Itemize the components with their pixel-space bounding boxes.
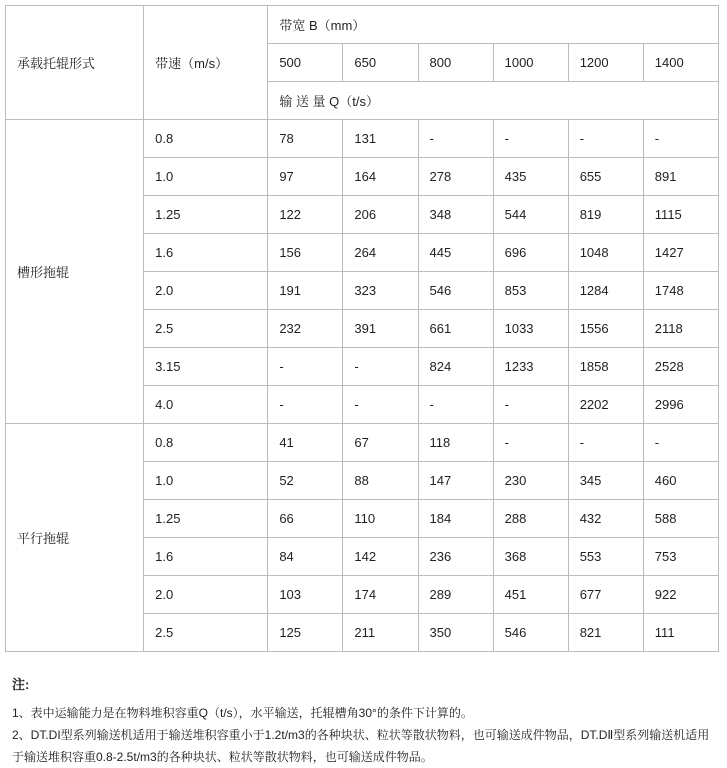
- header-width-800: 800: [418, 44, 493, 82]
- cell-capacity: 819: [568, 196, 643, 234]
- cell-capacity: 451: [493, 576, 568, 614]
- cell-capacity: 2528: [643, 348, 718, 386]
- notes-section: [12, 674, 712, 768]
- note-item-2: 2、DT.DI型系列输送机适用于输送堆积容重小于1.2t/m3的各种块状、粒状等散状物料，也可输送成件物品，DT.DⅡ型系列输送机适用于输送堆积容重0.8-2.5t/m3的各种块状、粒状等散状物料，也可输送成件物品。: [12, 728, 710, 764]
- cell-capacity: 821: [568, 614, 643, 652]
- cell-capacity: 323: [343, 272, 418, 310]
- cell-capacity: 211: [343, 614, 418, 652]
- cell-capacity: 289: [418, 576, 493, 614]
- cell-capacity: 88: [343, 462, 418, 500]
- cell-capacity: 1233: [493, 348, 568, 386]
- cell-capacity: 696: [493, 234, 568, 272]
- cell-capacity: 891: [643, 158, 718, 196]
- cell-capacity: 922: [643, 576, 718, 614]
- header-width-1200: 1200: [568, 44, 643, 82]
- cell-capacity: 67: [343, 424, 418, 462]
- cell-capacity: 345: [568, 462, 643, 500]
- cell-capacity: 110: [343, 500, 418, 538]
- cell-capacity: 546: [418, 272, 493, 310]
- cell-capacity: 147: [418, 462, 493, 500]
- cell-capacity: 348: [418, 196, 493, 234]
- cell-capacity: -: [643, 424, 718, 462]
- header-belt-width: 带宽 B（mm）: [268, 6, 719, 44]
- header-width-500: 500: [268, 44, 343, 82]
- cell-capacity: 753: [643, 538, 718, 576]
- cell-belt-speed: 1.0: [144, 158, 268, 196]
- cell-capacity: 232: [268, 310, 343, 348]
- cell-capacity: 156: [268, 234, 343, 272]
- document-page: [0, 5, 727, 764]
- cell-capacity: 432: [568, 500, 643, 538]
- cell-capacity: 2118: [643, 310, 718, 348]
- cell-capacity: 288: [493, 500, 568, 538]
- cell-capacity: 230: [493, 462, 568, 500]
- notes-title: 注:: [12, 677, 30, 692]
- cell-belt-speed: 0.8: [144, 424, 268, 462]
- cell-capacity: 553: [568, 538, 643, 576]
- cell-belt-speed: 1.6: [144, 234, 268, 272]
- cell-capacity: 445: [418, 234, 493, 272]
- cell-capacity: 391: [343, 310, 418, 348]
- cell-capacity: -: [343, 348, 418, 386]
- cell-capacity: -: [493, 386, 568, 424]
- cell-capacity: 544: [493, 196, 568, 234]
- cell-capacity: -: [268, 348, 343, 386]
- cell-capacity: 84: [268, 538, 343, 576]
- cell-capacity: 122: [268, 196, 343, 234]
- header-width-650: 650: [343, 44, 418, 82]
- cell-belt-speed: 1.25: [144, 196, 268, 234]
- cell-capacity: 1858: [568, 348, 643, 386]
- cell-capacity: 264: [343, 234, 418, 272]
- cell-capacity: 236: [418, 538, 493, 576]
- cell-capacity: 1748: [643, 272, 718, 310]
- cell-belt-speed: 4.0: [144, 386, 268, 424]
- cell-capacity: 350: [418, 614, 493, 652]
- cell-capacity: 278: [418, 158, 493, 196]
- cell-belt-speed: 2.5: [144, 310, 268, 348]
- table-header: [6, 6, 719, 120]
- cell-capacity: 1284: [568, 272, 643, 310]
- cell-capacity: 164: [343, 158, 418, 196]
- cell-capacity: 655: [568, 158, 643, 196]
- cell-capacity: 1556: [568, 310, 643, 348]
- table-body: [6, 120, 719, 652]
- cell-capacity: 174: [343, 576, 418, 614]
- cell-capacity: 661: [418, 310, 493, 348]
- cell-capacity: 41: [268, 424, 343, 462]
- cell-capacity: 460: [643, 462, 718, 500]
- cell-belt-speed: 2.5: [144, 614, 268, 652]
- cell-capacity: 588: [643, 500, 718, 538]
- cell-capacity: -: [568, 120, 643, 158]
- cell-roller-type: 槽形拖辊: [6, 120, 144, 424]
- cell-capacity: 97: [268, 158, 343, 196]
- cell-belt-speed: 1.6: [144, 538, 268, 576]
- cell-capacity: 125: [268, 614, 343, 652]
- table-row: [6, 120, 719, 158]
- cell-belt-speed: 2.0: [144, 576, 268, 614]
- cell-capacity: -: [493, 120, 568, 158]
- cell-capacity: -: [343, 386, 418, 424]
- cell-capacity: 142: [343, 538, 418, 576]
- cell-capacity: 546: [493, 614, 568, 652]
- cell-roller-type: 平行拖辊: [6, 424, 144, 652]
- header-width-1400: 1400: [643, 44, 718, 82]
- cell-capacity: 1048: [568, 234, 643, 272]
- cell-capacity: 118: [418, 424, 493, 462]
- cell-capacity: 78: [268, 120, 343, 158]
- cell-capacity: -: [418, 386, 493, 424]
- cell-capacity: 66: [268, 500, 343, 538]
- cell-capacity: 853: [493, 272, 568, 310]
- note-item-1: 1、表中运输能力是在物料堆积容重Q（t/s），水平输送，托辊槽角30°的条件下计算的。: [12, 706, 473, 720]
- cell-capacity: 1427: [643, 234, 718, 272]
- cell-belt-speed: 1.0: [144, 462, 268, 500]
- header-row-belt-width: [6, 6, 719, 44]
- cell-capacity: 111: [643, 614, 718, 652]
- cell-capacity: -: [643, 120, 718, 158]
- cell-capacity: 1115: [643, 196, 718, 234]
- cell-capacity: 131: [343, 120, 418, 158]
- cell-belt-speed: 3.15: [144, 348, 268, 386]
- cell-capacity: -: [493, 424, 568, 462]
- cell-capacity: 2996: [643, 386, 718, 424]
- cell-capacity: 368: [493, 538, 568, 576]
- cell-belt-speed: 2.0: [144, 272, 268, 310]
- header-capacity: 输 送 量 Q（t/s）: [268, 82, 719, 120]
- cell-capacity: 435: [493, 158, 568, 196]
- cell-capacity: 677: [568, 576, 643, 614]
- cell-capacity: 52: [268, 462, 343, 500]
- cell-capacity: 191: [268, 272, 343, 310]
- cell-capacity: -: [568, 424, 643, 462]
- header-roller-type: 承载托辊形式: [6, 6, 144, 120]
- cell-capacity: 2202: [568, 386, 643, 424]
- cell-belt-speed: 1.25: [144, 500, 268, 538]
- cell-capacity: 824: [418, 348, 493, 386]
- header-width-1000: 1000: [493, 44, 568, 82]
- cell-capacity: 184: [418, 500, 493, 538]
- conveyor-capacity-table: [5, 5, 719, 652]
- cell-capacity: -: [418, 120, 493, 158]
- cell-capacity: 1033: [493, 310, 568, 348]
- table-row: [6, 424, 719, 462]
- header-belt-speed: 带速（m/s）: [144, 6, 268, 120]
- cell-capacity: 103: [268, 576, 343, 614]
- cell-capacity: -: [268, 386, 343, 424]
- cell-capacity: 206: [343, 196, 418, 234]
- cell-belt-speed: 0.8: [144, 120, 268, 158]
